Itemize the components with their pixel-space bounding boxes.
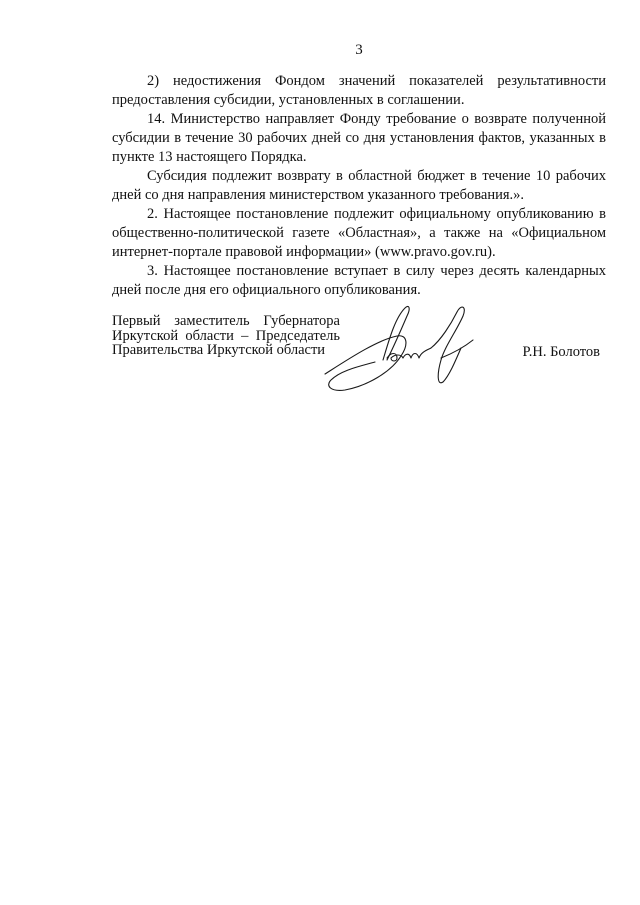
paragraph-point-14: 14. Министерство направляет Фонду требование о возврате полученной субсидии в течение 30 рабочих дней со дня установления фактов, указанных в пункте 13 настоящего Порядка. <box>112 111 606 165</box>
paragraph-publication: 2. Настоящее постановление подлежит официальному опубликованию в общественно-политической газете «Областная», а также на «Официальном интернет-портале правовой информации» (www.pravo.gov.ru). <box>112 206 606 260</box>
paragraph-entry-into-force: 3. Настоящее постановление вступает в силу через десять календарных дней после дня его официального опубликования. <box>112 263 606 298</box>
signer-position-line: Первый заместитель Губернатора <box>112 313 340 329</box>
page-number: 3 <box>355 42 363 58</box>
signature-block <box>112 314 606 414</box>
paragraph-refund-term: Субсидия подлежит возврату в областной бюджет в течение 10 рабочих дней со дня направления министерством указанного требования.». <box>112 168 606 203</box>
signature-strokes <box>325 306 473 390</box>
signer-position-line: Иркутской области – Председатель <box>112 327 340 344</box>
paragraph-item-2-underperformance: 2) недостижения Фондом значений показателей результативности предоставления субсидии, установленных в соглашении. <box>112 73 606 108</box>
signer-position <box>112 314 340 358</box>
handwritten-signature <box>317 300 482 410</box>
signer-name: Р.Н. Болотов <box>522 344 600 360</box>
signer-position-line: Правительства Иркутской области <box>112 342 326 358</box>
document-body <box>112 72 606 300</box>
